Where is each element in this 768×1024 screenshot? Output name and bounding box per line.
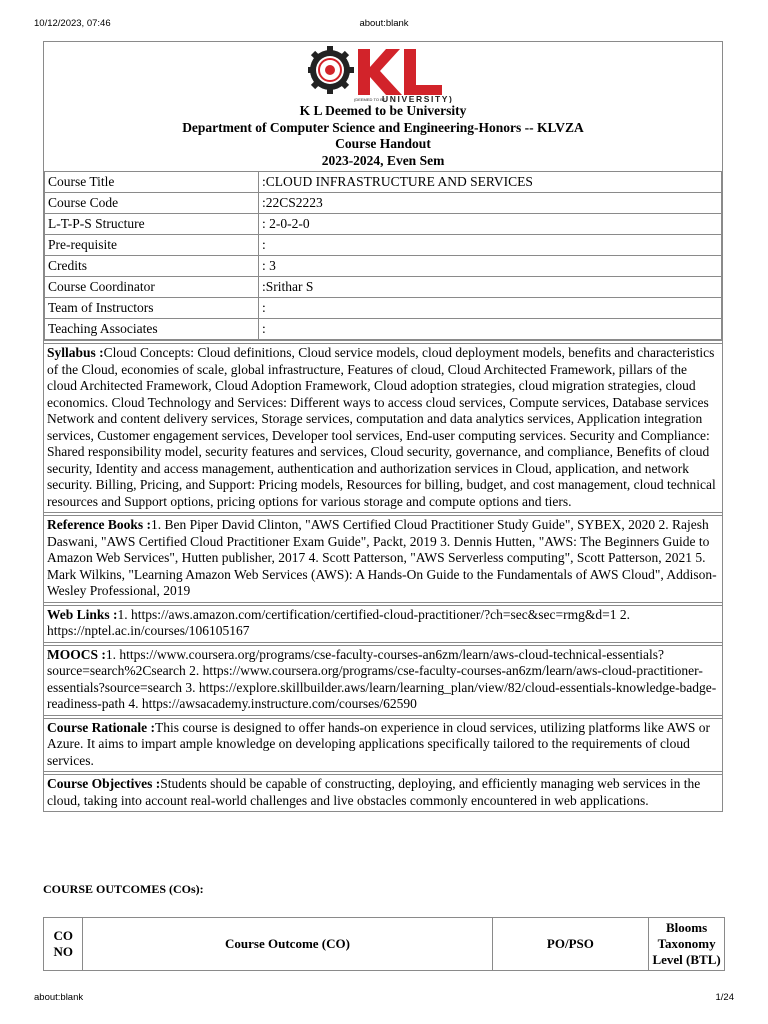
section-text: 1. https://aws.amazon.com/certification/certified-cloud-practitioner/?ch=sec&sec=rmg&d=1 2. https://nptel.ac.in/courses/106105167 bbox=[47, 606, 630, 638]
info-key: Teaching Associates bbox=[45, 319, 259, 340]
section-label: Syllabus : bbox=[47, 345, 104, 360]
course-outcomes-table bbox=[43, 917, 725, 971]
document-type: Course Handout bbox=[335, 136, 431, 151]
column-header-co-no: CO NO bbox=[44, 918, 83, 971]
print-url: about:blank bbox=[359, 18, 409, 29]
table-row bbox=[45, 319, 722, 340]
page-number: 1/24 bbox=[715, 992, 734, 1003]
university-name: K L Deemed to be University bbox=[299, 103, 467, 118]
column-header-btl: Blooms Taxonomy Level (BTL) bbox=[649, 918, 725, 971]
info-value: : bbox=[259, 235, 722, 256]
logo-small-text: (DEEMED TO BE bbox=[354, 97, 386, 102]
table-row bbox=[45, 256, 722, 277]
column-header-course-outcome: Course Outcome (CO) bbox=[83, 918, 492, 971]
info-key: Pre-requisite bbox=[45, 235, 259, 256]
table-row bbox=[45, 298, 722, 319]
print-header bbox=[34, 18, 734, 32]
info-value: : bbox=[259, 298, 722, 319]
info-value: :CLOUD INFRASTRUCTURE AND SERVICES bbox=[259, 172, 722, 193]
handout-frame bbox=[43, 41, 723, 812]
department-name: Department of Computer Science and Engineering-Honors -- KLVZA bbox=[182, 119, 584, 135]
info-key: Team of Instructors bbox=[45, 298, 259, 319]
course-rationale-section bbox=[44, 718, 722, 772]
table-header-row bbox=[44, 918, 725, 971]
info-key: Course Title bbox=[45, 172, 259, 193]
reference-books-section bbox=[44, 515, 722, 602]
course-objectives-section bbox=[44, 774, 722, 811]
handout-header bbox=[44, 42, 722, 171]
moocs-section bbox=[44, 645, 722, 715]
print-footer bbox=[34, 992, 734, 1006]
section-label: Web Links : bbox=[47, 606, 118, 622]
course-info-table bbox=[44, 171, 722, 340]
info-key: Course Code bbox=[45, 193, 259, 214]
info-value: : 3 bbox=[259, 256, 722, 277]
table-row bbox=[45, 214, 722, 235]
info-value: :22CS2223 bbox=[259, 193, 722, 214]
syllabus-section bbox=[44, 343, 722, 512]
section-label: Reference Books : bbox=[47, 517, 151, 532]
table-row bbox=[45, 235, 722, 256]
section-label: Course Objectives : bbox=[47, 776, 161, 791]
web-links-section bbox=[44, 605, 722, 642]
info-key: Course Coordinator bbox=[45, 277, 259, 298]
course-outcomes-title: COURSE OUTCOMES (COs): bbox=[43, 882, 204, 896]
kl-university-logo bbox=[308, 45, 458, 103]
handout bbox=[43, 41, 723, 812]
info-key: L-T-P-S Structure bbox=[45, 214, 259, 235]
info-value: : 2-0-2-0 bbox=[259, 214, 722, 235]
table-row bbox=[45, 277, 722, 298]
section-label: MOOCS : bbox=[47, 646, 106, 662]
logo-university-text: UNIVERSITY) bbox=[382, 94, 454, 103]
print-datetime: 10/12/2023, 07:46 bbox=[34, 18, 111, 29]
info-value: :Srithar S bbox=[259, 277, 722, 298]
section-text: Cloud Concepts: Cloud definitions, Cloud service models, cloud deployment models, benefits and characteristics of the Cloud, economies of scale, global infrastructure, Features of cloud, Cloud Architected Framework, pillars of the cloud Architected Framework, Cloud Adoption Framework, Cloud adoption strategies, cloud migration strategies, cloud economics. Cloud Technology and Services: Different ways to access cloud services, Compute services, Database services Network and content delivery services, Storage services, computation and data analytics services, Application integration services, Customer engagement services, Developer tool services, End-user computing services. Security and Compliance: Shared responsibility model, security features and services, Cloud security, governance, and compliance, Benefits of cloud security, Identity and access management, authentication and authorization services in Cloud, application, and network security. Billing, Pricing, and Support: Pricing models, Resources for billing, budget, and cost management, cloud technical resources and Support options, pricing options for various storage and compute options and tiers. bbox=[47, 345, 716, 509]
section-label: Course Rationale : bbox=[47, 719, 155, 735]
section-text: 1. Ben Piper David Clinton, "AWS Certified Cloud Practitioner Study Guide", SYBEX, 2020 2. Rajesh Daswani, "AWS Certified Cloud Practitioner Exam Guide", Packt, 2019 3. Dennis Hutten, "AWS: The Beginners Guide to Amazon Web Services", Hutten publisher, 2017 4. Scott Patterson, "AWS Serverless computing", Scott Patterson, 2021 5. Mark Wilkins, "Learning Amazon Web Services (AWS): A Hands-On Guide to the Fundamentals of AWS Cloud", Addison-Wesley Professional, 2019 bbox=[47, 517, 717, 598]
table-row bbox=[45, 193, 722, 214]
footer-url: about:blank bbox=[34, 992, 84, 1003]
academic-session: 2023-2024, Even Sem bbox=[321, 152, 445, 168]
section-text: This course is designed to offer hands-on experience in cloud services, utilizing platforms like AWS or Azure. It aims to impart ample knowledge on developing applications specifically tailored to the requirements of cloud services. bbox=[47, 719, 711, 768]
info-value: : bbox=[259, 319, 722, 340]
section-text: Students should be capable of constructing, deploying, and efficiently managing web services in the cloud, taking into account real-world challenges and live obstacles commonly encountered in web applications. bbox=[47, 776, 701, 808]
column-header-po-pso: PO/PSO bbox=[492, 918, 649, 971]
table-row bbox=[45, 172, 722, 193]
section-text: 1. https://www.coursera.org/programs/cse-faculty-courses-an6zm/learn/aws-cloud-technical-essentials?source=search%2Csearch 2. https://www.coursera.org/programs/cse-faculty-courses-an6zm/learn/aws-cloud-practitioner-essentials?source=search 3. https://explore.skillbuilder.aws/learn/learning_plan/view/82/cloud-essentials-knowledge-badge-readiness-path 4. https://awsacademy.instructure.com/courses/62590 bbox=[47, 646, 717, 711]
info-key: Credits bbox=[45, 256, 259, 277]
